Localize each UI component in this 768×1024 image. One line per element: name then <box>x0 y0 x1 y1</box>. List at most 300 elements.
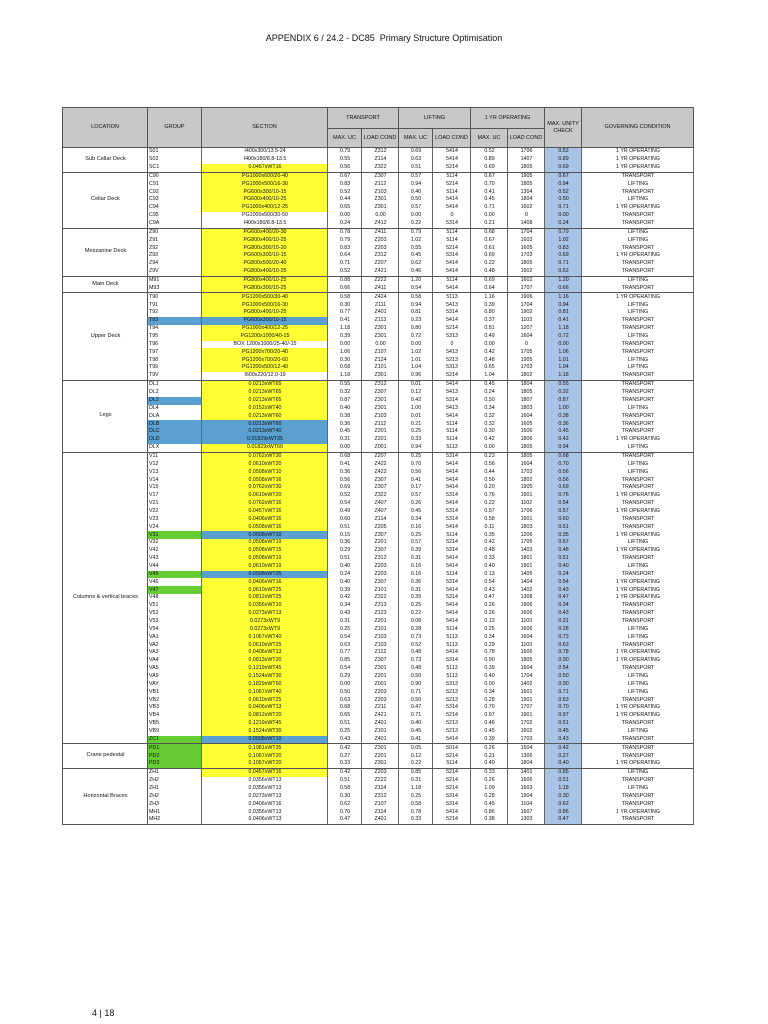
section-cell: 0.0457xWT16 <box>202 769 328 777</box>
unity-check-cell: 0.55 <box>545 380 582 388</box>
transport-load-cond-cell: Z301 <box>362 760 399 768</box>
lifting-load-cond-cell: 5414 <box>433 476 471 484</box>
lifting-load-cond-cell: 5413 <box>433 301 471 309</box>
table-row <box>63 348 694 356</box>
lifting-max-uc-cell: 0.81 <box>399 309 433 317</box>
lifting-max-uc-cell: 0.01 <box>399 380 433 388</box>
governing-condition-cell: LIFTING <box>582 688 694 696</box>
operating-max-uc-cell: 0.69 <box>471 164 508 172</box>
operating-load-cond-cell: 1703 <box>508 252 545 260</box>
transport-load-cond-cell: Z301 <box>362 744 399 752</box>
operating-load-cond-cell: 1604 <box>508 333 545 341</box>
lifting-max-uc-cell: 0.08 <box>399 618 433 626</box>
transport-max-uc-cell: 0.00 <box>328 212 362 220</box>
group-cell: DLA <box>148 412 202 420</box>
section-cell: PG1000x400/12-25 <box>202 204 328 212</box>
group-cell: T93 <box>148 317 202 325</box>
group-cell: C90 <box>148 172 202 180</box>
transport-max-uc-cell: 0.66 <box>328 285 362 293</box>
unity-check-cell: 0.71 <box>545 204 582 212</box>
unity-check-cell: 1.01 <box>545 356 582 364</box>
transport-load-cond-cell: Z203 <box>362 236 399 244</box>
governing-condition-cell: 1 YR OPERATING <box>582 649 694 657</box>
operating-load-cond-cell: 1905 <box>508 172 545 180</box>
transport-max-uc-cell: 0.60 <box>328 516 362 524</box>
unity-check-cell: 0.70 <box>545 461 582 469</box>
header-section: SECTION <box>202 108 328 148</box>
operating-max-uc-cell: 0.00 <box>471 212 508 220</box>
transport-max-uc-cell: 0.47 <box>328 816 362 824</box>
operating-load-cond-cell: 1707 <box>508 704 545 712</box>
section-cell: PG600x300/10-15 <box>202 188 328 196</box>
transport-max-uc-cell: 0.36 <box>328 420 362 428</box>
table-row <box>63 164 694 172</box>
operating-load-cond-cell: 1805 <box>508 164 545 172</box>
table-row <box>63 594 694 602</box>
operating-load-cond-cell: 1604 <box>508 412 545 420</box>
transport-load-cond-cell: Z301 <box>362 333 399 341</box>
governing-condition-cell: TRANSPORT <box>582 220 694 228</box>
table-row <box>63 752 694 760</box>
transport-load-cond-cell: Z111 <box>362 301 399 309</box>
group-cell: T9V <box>148 372 202 380</box>
operating-max-uc-cell: 0.76 <box>471 492 508 500</box>
transport-max-uc-cell: 0.83 <box>328 180 362 188</box>
group-cell: V24 <box>148 523 202 531</box>
lifting-load-cond-cell: 5113 <box>433 293 471 301</box>
transport-max-uc-cell: 0.27 <box>328 752 362 760</box>
operating-load-cond-cell: 1605 <box>508 420 545 428</box>
operating-max-uc-cell: 0.48 <box>471 356 508 364</box>
group-cell: T91 <box>148 301 202 309</box>
transport-load-cond-cell: Z101 <box>362 586 399 594</box>
optimisation-table <box>62 107 694 825</box>
operating-max-uc-cell: 0.50 <box>471 476 508 484</box>
operating-max-uc-cell: 0.61 <box>471 244 508 252</box>
group-cell: VB1 <box>148 688 202 696</box>
operating-max-uc-cell: 0.49 <box>471 333 508 341</box>
transport-load-cond-cell: Z411 <box>362 285 399 293</box>
group-cell: V22 <box>148 508 202 516</box>
transport-load-cond-cell: Z301 <box>362 372 399 380</box>
transport-max-uc-cell: 0.52 <box>328 268 362 276</box>
governing-condition-cell: 1 YR OPERATING <box>582 594 694 602</box>
transport-load-cond-cell: Z207 <box>362 452 399 460</box>
table-row <box>63 405 694 413</box>
page-header: APPENDIX 6 / 24.2 - DC85 Primary Structure Optimisation <box>265 33 503 43</box>
unity-check-cell: 0.52 <box>545 148 582 156</box>
transport-load-cond-cell: Z222 <box>362 777 399 785</box>
governing-condition-cell: LIFTING <box>582 309 694 317</box>
governing-condition-cell: 1 YR OPERATING <box>582 508 694 516</box>
transport-load-cond-cell: Z301 <box>362 397 399 405</box>
section-cell: 0.0762xWT30 <box>202 484 328 492</box>
lifting-max-uc-cell: 0.57 <box>399 492 433 500</box>
transport-max-uc-cell: 0.63 <box>328 696 362 704</box>
transport-max-uc-cell: 0.56 <box>328 164 362 172</box>
unity-check-cell: 0.86 <box>545 808 582 816</box>
section-cell: 0.0213xWT65 <box>202 389 328 397</box>
operating-load-cond-cell: 1308 <box>508 594 545 602</box>
group-cell: SC1 <box>148 164 202 172</box>
operating-max-uc-cell: 0.58 <box>471 516 508 524</box>
operating-max-uc-cell: 0.32 <box>471 420 508 428</box>
operating-max-uc-cell: 0.67 <box>471 236 508 244</box>
table-row <box>63 728 694 736</box>
transport-load-cond-cell: Z123 <box>362 610 399 618</box>
group-cell: T90 <box>148 293 202 301</box>
transport-max-uc-cell: 0.39 <box>328 333 362 341</box>
lifting-load-cond-cell: 5414 <box>433 468 471 476</box>
transport-load-cond-cell: Z103 <box>362 188 399 196</box>
lifting-load-cond-cell: 5313 <box>433 333 471 341</box>
operating-load-cond-cell: 1805 <box>508 260 545 268</box>
operating-max-uc-cell: 0.38 <box>471 816 508 824</box>
operating-max-uc-cell: 0.40 <box>471 760 508 768</box>
group-cell: PD3 <box>148 760 202 768</box>
section-cell: PG1000x600/20-40 <box>202 172 328 180</box>
transport-load-cond-cell: Z211 <box>362 704 399 712</box>
transport-load-cond-cell: Z203 <box>362 688 399 696</box>
operating-load-cond-cell: 1704 <box>508 228 545 236</box>
governing-condition-cell: TRANSPORT <box>582 752 694 760</box>
governing-condition-cell: TRANSPORT <box>582 372 694 380</box>
transport-max-uc-cell: 0.42 <box>328 744 362 752</box>
transport-load-cond-cell: Z113 <box>362 317 399 325</box>
lifting-load-cond-cell: 5114 <box>433 571 471 579</box>
operating-load-cond-cell: 1804 <box>508 760 545 768</box>
group-cell: PD2 <box>148 752 202 760</box>
transport-max-uc-cell: 0.58 <box>328 293 362 301</box>
group-cell: Z9V <box>148 268 202 276</box>
governing-condition-cell: TRANSPORT <box>582 793 694 801</box>
unity-check-cell: 0.63 <box>545 641 582 649</box>
table-row <box>63 704 694 712</box>
unity-check-cell: 0.48 <box>545 547 582 555</box>
section-cell: 0.0813xWT20 <box>202 657 328 665</box>
lifting-max-uc-cell: 0.42 <box>399 397 433 405</box>
operating-max-uc-cell: 0.00 <box>471 444 508 452</box>
table-row <box>63 428 694 436</box>
lifting-load-cond-cell: 5213 <box>433 720 471 728</box>
unity-check-cell: 0.73 <box>545 633 582 641</box>
transport-load-cond-cell: Z313 <box>362 602 399 610</box>
lifting-load-cond-cell: 5413 <box>433 405 471 413</box>
table-row <box>63 516 694 524</box>
operating-load-cond-cell: 1703 <box>508 468 545 476</box>
lifting-load-cond-cell: 5213 <box>433 696 471 704</box>
transport-max-uc-cell: 0.69 <box>328 484 362 492</box>
operating-load-cond-cell: 1906 <box>508 602 545 610</box>
group-cell: Z91 <box>148 236 202 244</box>
operating-max-uc-cell: 0.44 <box>471 468 508 476</box>
unity-check-cell: 1.04 <box>545 364 582 372</box>
group-cell: S01 <box>148 148 202 156</box>
section-cell: I400x300/13.5-24 <box>202 148 328 156</box>
operating-max-uc-cell: 1.09 <box>471 785 508 793</box>
lifting-load-cond-cell: 5414 <box>433 268 471 276</box>
transport-load-cond-cell: Z307 <box>362 484 399 492</box>
table-row <box>63 785 694 793</box>
lifting-max-uc-cell: 0.50 <box>399 196 433 204</box>
governing-condition-cell: LIFTING <box>582 461 694 469</box>
operating-load-cond-cell: 1306 <box>508 752 545 760</box>
operating-load-cond-cell: 1904 <box>508 793 545 801</box>
operating-max-uc-cell: 1.04 <box>471 372 508 380</box>
table-row <box>63 578 694 586</box>
lifting-max-uc-cell: 0.73 <box>399 633 433 641</box>
table-row <box>63 563 694 571</box>
group-cell: V52 <box>148 610 202 618</box>
transport-max-uc-cell: 1.18 <box>328 372 362 380</box>
transport-load-cond-cell: Z103 <box>362 412 399 420</box>
unity-check-cell: 0.52 <box>545 268 582 276</box>
operating-load-cond-cell: 0 <box>508 212 545 220</box>
group-cell: DLB <box>148 420 202 428</box>
lifting-max-uc-cell: 0.57 <box>399 172 433 180</box>
governing-condition-cell: TRANSPORT <box>582 641 694 649</box>
unity-check-cell: 1.00 <box>545 405 582 413</box>
unity-check-cell: 1.16 <box>545 293 582 301</box>
transport-load-cond-cell: 0.00 <box>362 341 399 349</box>
group-cell: DLX <box>148 444 202 452</box>
lifting-load-cond-cell: 5314 <box>433 594 471 602</box>
governing-condition-cell: LIFTING <box>582 681 694 689</box>
transport-max-uc-cell: 0.32 <box>328 389 362 397</box>
table-row <box>63 688 694 696</box>
lifting-max-uc-cell: 0.31 <box>399 586 433 594</box>
operating-load-cond-cell: 1402 <box>508 586 545 594</box>
lifting-max-uc-cell: 1.02 <box>399 348 433 356</box>
section-cell: PG600x400/10-25 <box>202 196 328 204</box>
transport-max-uc-cell: 0.51 <box>328 777 362 785</box>
transport-load-cond-cell: Z201 <box>362 618 399 626</box>
unity-check-cell: 0.76 <box>545 492 582 500</box>
unity-check-cell: 0.38 <box>545 412 582 420</box>
section-cell: 0.0508xWT19 <box>202 555 328 563</box>
operating-max-uc-cell: 0.89 <box>471 156 508 164</box>
operating-load-cond-cell: 1606 <box>508 610 545 618</box>
unity-check-cell: 0.54 <box>545 578 582 586</box>
governing-condition-cell: TRANSPORT <box>582 380 694 388</box>
header-group: GROUP <box>148 108 202 148</box>
transport-load-cond-cell: Z107 <box>362 348 399 356</box>
group-cell: Z93 <box>148 252 202 260</box>
operating-max-uc-cell: 0.47 <box>471 594 508 602</box>
unity-check-cell: 0.79 <box>545 228 582 236</box>
section-cell: 0.0406xWT13 <box>202 649 328 657</box>
table-row <box>63 633 694 641</box>
transport-max-uc-cell: 1.06 <box>328 348 362 356</box>
table-row <box>63 461 694 469</box>
transport-load-cond-cell: 0.00 <box>362 212 399 220</box>
table-row <box>63 492 694 500</box>
unity-check-cell: 0.71 <box>545 688 582 696</box>
operating-max-uc-cell: 0.26 <box>471 777 508 785</box>
operating-load-cond-cell: 1407 <box>508 156 545 164</box>
lifting-max-uc-cell: 0.31 <box>399 555 433 563</box>
header-governing-condition: GOVERNING CONDITION <box>582 108 694 148</box>
group-cell: DLD <box>148 436 202 444</box>
table-row <box>63 760 694 768</box>
lifting-load-cond-cell: 5414 <box>433 649 471 657</box>
transport-max-uc-cell: 0.77 <box>328 309 362 317</box>
transport-max-uc-cell: 0.31 <box>328 618 362 626</box>
transport-max-uc-cell: 0.42 <box>328 594 362 602</box>
unity-check-cell: 0.31 <box>545 618 582 626</box>
lifting-max-uc-cell: 0.25 <box>399 428 433 436</box>
lifting-max-uc-cell: 0.71 <box>399 688 433 696</box>
lifting-load-cond-cell: 5314 <box>433 793 471 801</box>
section-cell: 0.0213xWT65 <box>202 397 328 405</box>
section-cell: 0.0457xWT16 <box>202 508 328 516</box>
unity-check-cell: 0.94 <box>545 301 582 309</box>
section-cell: 0.1067xWT20 <box>202 760 328 768</box>
transport-max-uc-cell: 0.49 <box>328 508 362 516</box>
table-row <box>63 769 694 777</box>
location-cell: Sub Cellar Deck <box>63 148 148 173</box>
operating-max-uc-cell: 0.42 <box>471 539 508 547</box>
lifting-max-uc-cell: 0.70 <box>399 461 433 469</box>
table-row <box>63 777 694 785</box>
unity-check-cell: 0.51 <box>545 523 582 531</box>
section-cell: 0.0356xWT10 <box>202 602 328 610</box>
section-cell: 0.0508xWT10 <box>202 468 328 476</box>
section-cell: 0.0610xWT20 <box>202 492 328 500</box>
lifting-load-cond-cell: 5414 <box>433 260 471 268</box>
operating-load-cond-cell: 1805 <box>508 452 545 460</box>
table-row <box>63 380 694 388</box>
transport-max-uc-cell: 0.15 <box>328 531 362 539</box>
unity-check-cell: 0.24 <box>545 220 582 228</box>
group-cell: C93 <box>148 196 202 204</box>
section-cell: 0.0273xWT13 <box>202 793 328 801</box>
operating-max-uc-cell: 0.26 <box>471 744 508 752</box>
operating-max-uc-cell: 0.78 <box>471 649 508 657</box>
transport-max-uc-cell: 0.34 <box>328 602 362 610</box>
section-cell: 0.0406xWT13 <box>202 816 328 824</box>
lifting-load-cond-cell: 5314 <box>433 547 471 555</box>
transport-load-cond-cell: Z312 <box>362 252 399 260</box>
transport-load-cond-cell: Z203 <box>362 696 399 704</box>
operating-load-cond-cell: 1607 <box>508 808 545 816</box>
table-row <box>63 452 694 460</box>
operating-load-cond-cell: 1805 <box>508 657 545 665</box>
transport-max-uc-cell: 0.43 <box>328 736 362 744</box>
lifting-load-cond-cell: 5313 <box>433 364 471 372</box>
table-row <box>63 500 694 508</box>
lifting-load-cond-cell: 5213 <box>433 356 471 364</box>
unity-check-cell: 1.20 <box>545 276 582 284</box>
transport-load-cond-cell: Z424 <box>362 293 399 301</box>
transport-max-uc-cell: 0.52 <box>328 492 362 500</box>
table-row <box>63 420 694 428</box>
section-cell: 0.1067xWT40 <box>202 688 328 696</box>
lifting-load-cond-cell: 5414 <box>433 461 471 469</box>
lifting-load-cond-cell: 5414 <box>433 148 471 156</box>
section-cell: 0.0610xWT25 <box>202 696 328 704</box>
group-cell: ZH2 <box>148 793 202 801</box>
transport-load-cond-cell: Z124 <box>362 356 399 364</box>
governing-condition-cell: TRANSPORT <box>582 420 694 428</box>
table-row <box>63 657 694 665</box>
transport-max-uc-cell: 0.68 <box>328 704 362 712</box>
transport-load-cond-cell: Z401 <box>362 736 399 744</box>
group-cell: VB3 <box>148 704 202 712</box>
unity-check-cell: 0.83 <box>545 244 582 252</box>
operating-load-cond-cell: 1905 <box>508 356 545 364</box>
lifting-load-cond-cell: 5414 <box>433 736 471 744</box>
unity-check-cell: 0.69 <box>545 164 582 172</box>
lifting-load-cond-cell: 5214 <box>433 712 471 720</box>
unity-check-cell: 0.42 <box>545 744 582 752</box>
transport-max-uc-cell: 0.54 <box>328 665 362 673</box>
transport-load-cond-cell: Z112 <box>362 649 399 657</box>
governing-condition-cell: TRANSPORT <box>582 212 694 220</box>
group-cell: MH1 <box>148 808 202 816</box>
governing-condition-cell: TRANSPORT <box>582 618 694 626</box>
lifting-load-cond-cell: 5214 <box>433 769 471 777</box>
header-unity-check: MAX. UNITY CHECK <box>545 108 582 148</box>
lifting-load-cond-cell: 5014 <box>433 744 471 752</box>
lifting-max-uc-cell: 0.23 <box>399 317 433 325</box>
section-cell: PG800x300/10-20 <box>202 244 328 252</box>
table-row <box>63 547 694 555</box>
lifting-max-uc-cell: 0.26 <box>399 500 433 508</box>
operating-load-cond-cell: 1206 <box>508 531 545 539</box>
group-cell: MH2 <box>148 816 202 824</box>
lifting-max-uc-cell: 1.20 <box>399 276 433 284</box>
transport-max-uc-cell: 0.71 <box>328 260 362 268</box>
section-cell: PG1200x500/12-40 <box>202 364 328 372</box>
group-cell: M93 <box>148 285 202 293</box>
lifting-max-uc-cell: 0.01 <box>399 412 433 420</box>
operating-max-uc-cell: 0.26 <box>471 602 508 610</box>
unity-check-cell: 0.43 <box>545 610 582 618</box>
transport-load-cond-cell: Z001 <box>362 681 399 689</box>
unity-check-cell: 0.72 <box>545 333 582 341</box>
group-cell: V51 <box>148 602 202 610</box>
transport-load-cond-cell: Z114 <box>362 808 399 816</box>
governing-condition-cell: TRANSPORT <box>582 555 694 563</box>
group-cell: V43 <box>148 555 202 563</box>
section-cell: 0.0457xWT16 <box>202 164 328 172</box>
group-cell: DL4 <box>148 405 202 413</box>
location-cell: Mezzanine Deck <box>63 228 148 276</box>
section-cell: 0.0610xWT20 <box>202 461 328 469</box>
transport-load-cond-cell: Z201 <box>362 436 399 444</box>
lifting-max-uc-cell: 0.39 <box>399 547 433 555</box>
transport-max-uc-cell: 0.51 <box>328 720 362 728</box>
unity-check-cell: 0.51 <box>545 720 582 728</box>
group-cell: V48 <box>148 594 202 602</box>
governing-condition-cell: LIFTING <box>582 633 694 641</box>
transport-max-uc-cell: 0.41 <box>328 317 362 325</box>
unity-check-cell: 0.45 <box>545 428 582 436</box>
lifting-load-cond-cell: 5213 <box>433 728 471 736</box>
transport-load-cond-cell: Z101 <box>362 364 399 372</box>
lifting-load-cond-cell: 5414 <box>433 610 471 618</box>
transport-max-uc-cell: 0.36 <box>328 468 362 476</box>
table-row <box>63 586 694 594</box>
table-row <box>63 816 694 824</box>
lifting-max-uc-cell: 0.36 <box>399 578 433 586</box>
unity-check-cell: 0.42 <box>545 436 582 444</box>
lifting-load-cond-cell: 5414 <box>433 285 471 293</box>
group-cell: V31 <box>148 531 202 539</box>
lifting-load-cond-cell: 5414 <box>433 204 471 212</box>
transport-load-cond-cell: Z112 <box>362 420 399 428</box>
